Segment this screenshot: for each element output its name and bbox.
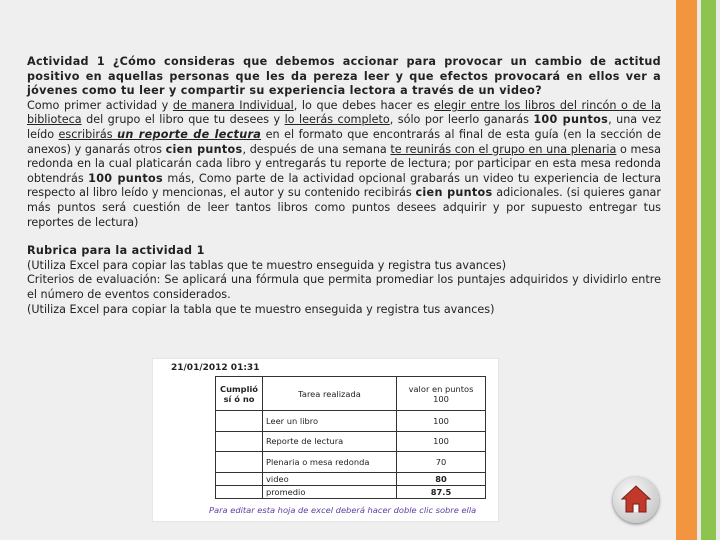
task-cell: Reporte de lectura bbox=[263, 431, 397, 452]
text-run: elegir entre los libros del rincón o de la biblioteca bbox=[27, 98, 661, 127]
text-run: 100 puntos bbox=[88, 171, 163, 185]
value-cell: 80 bbox=[397, 472, 486, 485]
text-run: cien puntos bbox=[415, 186, 493, 200]
home-icon bbox=[613, 477, 659, 523]
task-cell: promedio bbox=[263, 485, 397, 498]
sheet-date: 21/01/2012 01:31 bbox=[171, 363, 260, 373]
value-cell: 100 bbox=[397, 431, 486, 452]
text-run: , después de una semana bbox=[242, 142, 391, 156]
task-cell: video bbox=[263, 472, 397, 485]
text-run: más, Como parte de la actividad opcional grabarás un video tu experiencia de lectura respecto al libro leído y mencionas, el autor y su contenido recibirás bbox=[27, 171, 661, 200]
text-run: cien puntos bbox=[165, 142, 243, 156]
text-run: del grupo el libro que tu desees y bbox=[81, 113, 285, 127]
value-cell: 100 bbox=[397, 411, 486, 432]
edit-note: Para editar esta hoja de excel deberá hacer doble clic sobre ella bbox=[209, 505, 477, 515]
text-run: lo leerás completo bbox=[284, 113, 390, 127]
home-button[interactable] bbox=[613, 477, 659, 523]
score-table bbox=[215, 376, 486, 499]
text-run: te reunirás con el grupo en una plenaria bbox=[390, 142, 617, 156]
done-cell bbox=[216, 431, 263, 452]
rubric-title: Rubrica para la actividad 1 bbox=[27, 244, 205, 258]
activity-description bbox=[27, 99, 661, 230]
table-row bbox=[216, 472, 486, 485]
text-run: en el formato que encontrarás al final de esta guía (en la sección de anexos) y ganarás otros bbox=[27, 127, 661, 156]
text-run: un reporte de lectura bbox=[117, 127, 262, 141]
rubric-line: (Utiliza Excel para copiar la tabla que te muestro enseguida y registra tus avances) bbox=[27, 302, 495, 316]
value-cell: 70 bbox=[397, 452, 486, 473]
value-cell: 87.5 bbox=[397, 485, 486, 498]
task-cell: Plenaria o mesa redonda bbox=[263, 452, 397, 473]
table-row bbox=[216, 485, 486, 498]
text-run: Como primer actividad y bbox=[27, 98, 173, 112]
header-cell-task: Tarea realizada bbox=[263, 377, 397, 411]
done-cell bbox=[216, 411, 263, 432]
text-run: de manera Individual bbox=[172, 98, 294, 112]
text-run: , lo que debes hacer es bbox=[293, 98, 435, 112]
stripe-gap-right bbox=[716, 0, 720, 540]
table-row bbox=[216, 452, 486, 473]
orange-stripe bbox=[676, 0, 697, 540]
table-row bbox=[216, 411, 486, 432]
activity-title: Actividad 1 ¿Cómo consideras que debemos accionar para provocar un cambio de actitud positivo en aquellas personas que les da pereza leer y que efectos provocará en ellos ver a jóvenes como tu leer y compartir su experiencia lectora a través de un video? bbox=[27, 55, 661, 98]
done-cell bbox=[216, 472, 263, 485]
text-run: , sólo por leerlo ganarás bbox=[389, 113, 534, 127]
text-run: o mesa redonda en la cual platicarán cada libro y entregarás tu reporte de lectura; por participar en esta mesa redonda obtendrás bbox=[27, 142, 661, 185]
table-header-row bbox=[216, 377, 486, 411]
document-body bbox=[27, 55, 661, 317]
header-cell-value: valor en puntos 100 bbox=[397, 377, 486, 411]
spacer bbox=[27, 230, 661, 244]
task-cell: Leer un libro bbox=[263, 411, 397, 432]
text-run: adicionales. (si quieres ganar más puntos será cuestión de leer tantos libros como puntos desees adquirir y por supuesto entregar tus reportes de lectura) bbox=[27, 186, 661, 229]
done-cell bbox=[216, 452, 263, 473]
rubric-line: (Utiliza Excel para copiar las tablas que te muestro enseguida y registra tus avances) bbox=[27, 258, 507, 272]
green-stripe bbox=[701, 0, 716, 540]
embedded-excel-sheet[interactable] bbox=[152, 358, 499, 522]
text-run: escribirás bbox=[58, 127, 118, 141]
table-row bbox=[216, 431, 486, 452]
text-run: , una vez leído bbox=[27, 113, 661, 141]
text-run: 100 puntos bbox=[533, 113, 609, 127]
done-cell bbox=[216, 485, 263, 498]
header-cell-done: Cumplió sí ó no bbox=[216, 377, 263, 411]
rubric-criteria: Criterios de evaluación: Se aplicará una fórmula que permita promediar los puntajes adquiridos y dividirlo entre el número de eventos considerados. bbox=[27, 273, 661, 301]
